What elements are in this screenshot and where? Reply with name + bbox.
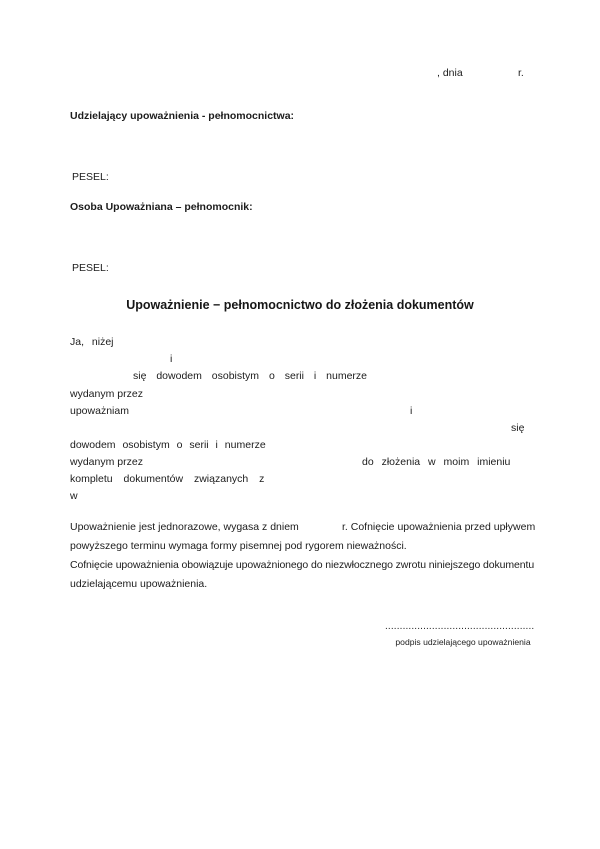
grantor-name-blank-field [70,133,530,163]
form-line-wydanym-przez-2: wydanym przez [70,456,143,468]
form-line-sie-2: się [511,422,525,434]
document-title: Upoważnienie − pełnomocnictwo do złożenia dokumentów [126,298,474,312]
form-line-wydanym-przez-1: wydanym przez [70,388,143,400]
grantor-pesel-blank-field [118,171,278,183]
grantor-heading: Udzielający upoważnienia - pełnomocnictwa: [70,110,295,122]
form-line-do-zlozenia: do złożenia w moim imieniu [362,456,511,468]
form-line-i-1: i [170,353,173,365]
place-blank-field [300,67,432,79]
form-line-sie-dowodem: się dowodem osobistym o serii i numerze [133,370,367,382]
terms-line2: powyższego terminu wymaga formy pisemnej pod rygorem nieważności. [70,540,407,552]
attorney-name-blank-field [70,224,530,254]
terms-line1-right: r. Cofnięcie upoważnienia przed upływem [342,521,536,533]
signature-caption: podpis udzielającego upoważnienia [395,637,531,647]
form-line-kompletu: kompletu dokumentów związanych z [70,473,265,485]
date-blank-field [472,67,514,79]
attorney-pesel-label: PESEL: [72,262,109,274]
terms-line1-left: Upoważnienie jest jednorazowe, wygasa z dniem [70,521,299,533]
attorney-heading: Osoba Upoważniana – pełnomocnik: [70,201,253,213]
terms-line4: udzielającemu upoważnienia. [70,578,208,590]
form-line-i-2: i [410,405,413,417]
terms-line3: Cofnięcie upoważnienia obowiązuje upoważnionego do niezwłocznego zwrotu niniejszego dokumentu [70,559,535,571]
date-line-prefix: , dnia [437,67,463,79]
form-line-dowodem-2: dowodem osobistym o serii i numerze [70,439,266,451]
attorney-pesel-blank-field [118,262,278,274]
date-line-suffix: r. [518,67,524,79]
expiry-date-blank-field [296,521,338,533]
grantor-pesel-label: PESEL: [72,171,109,183]
form-line-w: w [70,490,78,502]
signature-dotted-line: ................................................... [385,621,535,632]
form-line-ja-nizej: Ja, niżej [70,336,114,348]
form-line-upowazniam: upoważniam [70,405,129,417]
